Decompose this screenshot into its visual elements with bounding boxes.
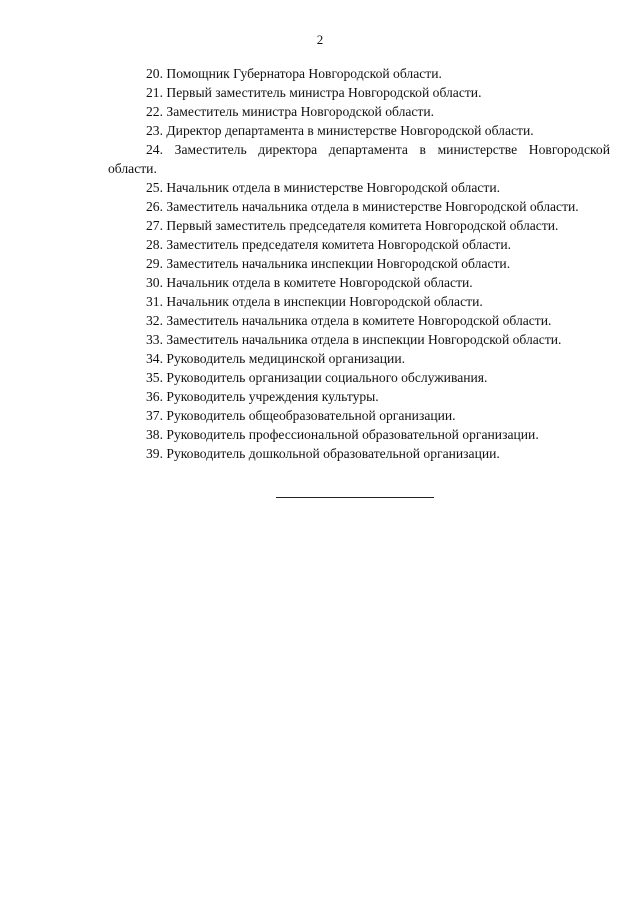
list-item: 26. Заместитель начальника отдела в министерстве Новгородской области. bbox=[146, 199, 579, 214]
list-item: 30. Начальник отдела в комитете Новгородской области. bbox=[146, 275, 473, 290]
list-item: 32. Заместитель начальника отдела в комитете Новгородской области. bbox=[146, 313, 552, 328]
list-item: 27. Первый заместитель председателя комитета Новгородской области. bbox=[146, 218, 559, 233]
list-item: 25. Начальник отдела в министерстве Новгородской области. bbox=[146, 180, 501, 195]
list-item: 23. Директор департамента в министерстве Новгородской области. bbox=[146, 123, 534, 138]
list-item: 24. Заместитель директора департамента в министерстве Новгородской области. bbox=[108, 142, 610, 176]
position-list bbox=[108, 64, 610, 463]
list-item: 36. Руководитель учреждения культуры. bbox=[146, 389, 379, 404]
list-item: 31. Начальник отдела в инспекции Новгородской области. bbox=[146, 294, 483, 309]
list-item: 28. Заместитель председателя комитета Новгородской области. bbox=[146, 237, 511, 252]
list-item: 29. Заместитель начальника инспекции Новгородской области. bbox=[146, 256, 511, 271]
list-item: 33. Заместитель начальника отдела в инспекции Новгородской области. bbox=[146, 332, 562, 347]
list-item: 39. Руководитель дошкольной образовательной организации. bbox=[146, 446, 500, 461]
end-of-document-rule bbox=[276, 497, 434, 498]
list-item: 37. Руководитель общеобразовательной организации. bbox=[146, 408, 456, 423]
list-item: 22. Заместитель министра Новгородской области. bbox=[146, 104, 435, 119]
page-number: 2 bbox=[316, 32, 324, 47]
list-item: 38. Руководитель профессиональной образовательной организации. bbox=[146, 427, 539, 442]
list-item: 21. Первый заместитель министра Новгородской области. bbox=[146, 85, 482, 100]
list-item: 35. Руководитель организации социального обслуживания. bbox=[146, 370, 488, 385]
list-item: 20. Помощник Губернатора Новгородской области. bbox=[146, 66, 442, 81]
list-item: 34. Руководитель медицинской организации. bbox=[146, 351, 406, 366]
